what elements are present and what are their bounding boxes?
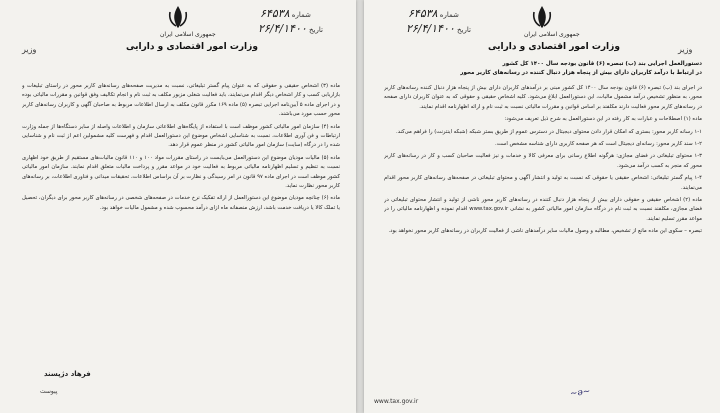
letter-date-label: تاریخ xyxy=(309,26,323,34)
paragraph: ماده (۲) اشخاص حقیقی و حقوقی دارای بیش از پنجاه هزار دنبال کننده در رسانه‌های کاربر محور ناشی از تولید و انتشار محتوای تبلیغاتی در فضای مجازی، مکلفند نسبت به ثبت نام در درگاه سازمان امور مالیاتی کشور به نشانی www.tax.gov.ir اقدام نموده و اظهارنامه مالیاتی را در مواعد مقرر تسلیم نمایند. xyxy=(384,197,702,222)
paragraph: ۱-۱ رسانه کاربر محور: بستری که امکان قرار دادن محتوای دیجیتال در دسترس عموم از طریق بستر شبکه (شبکه اینترنت) را فراهم می‌کند. xyxy=(396,128,702,135)
paragraph: ۱-۳ محتوای تبلیغاتی در فضای مجازی: هرگونه اطلاع رسانی برای معرفی کالا و خدمات و نیز فعالیت صاحبان کسب و کار در رسانه‌های کاربر محور که منجر به کسب درآمد می‌شود. xyxy=(384,153,702,169)
paragraph: ماده (۶) چنانچه مودیان موضوع این دستورالعمل از ارائه تفکیک نرخ خدمات در صفحه‌های شخصی در رسانه‌های کاربر محور برای دیگران، تحصیل یا تملک کالا یا دریافت خدمت باشد، ارزش منصفانه ماه ازای درآمد محسوب شده و مشمول مالیات خواهد بود. xyxy=(22,195,340,211)
letter-page-2 xyxy=(0,0,356,413)
paragraph: در اجرای بند (ب) تبصره (۶) قانون بودجه سال ۱۴۰۰ کل کشور مبنی بر درآمدهای کاربران دارای بیش از پنجاه هزار دنبال کننده رسانه‌های کاربر محور، به منظور تشخیص درآمد مشمول مالیات، این دستورالعمل ابلاغ می‌شود. کلیه اشخاص حقیقی و حقوقی که به عنوان کاربران دارای صفحه در رسانه‌های کاربر محور فعالیت دارند مکلفند بر اساس قوانین و مقررات مالیاتی نسبت به ثبت نام و ارائه اظهارنامه اقدام نمایند. xyxy=(384,85,702,110)
paragraph: ۱-۲ سند کاربر محور: رسانه‌ای دیجیتال است که هر صفحه کاربری دارای شناسه مشخص است. xyxy=(495,141,702,148)
paragraph: ماده (۱) اصطلاحات و عبارات به کار رفته در این دستورالعمل به شرح ذیل تعریف می‌شود: xyxy=(504,116,702,123)
letter-number-label: شماره xyxy=(291,11,311,19)
vazir-label: وزیر xyxy=(678,45,693,54)
letter-number-value: ۶۴۵۳۸ xyxy=(260,7,290,20)
letter-number xyxy=(408,7,459,20)
iran-emblem-icon xyxy=(531,4,553,30)
letter-number xyxy=(260,7,311,20)
iran-emblem-icon xyxy=(167,4,189,30)
ministry-subtitle: جمهوری اسلامی ایران xyxy=(160,31,216,38)
signature-name: فرهاد دژپسند xyxy=(44,370,91,378)
ministry-name: وزارت امور اقتصادی و دارایی xyxy=(488,42,620,52)
vazir-label: وزیر xyxy=(22,45,37,54)
letter-date-value: ۲۶/۴/۱۴۰۰ xyxy=(406,22,455,35)
ministry-subtitle: جمهوری اسلامی ایران xyxy=(524,31,580,38)
attachment-note: پیوست xyxy=(40,388,58,395)
letter-body-right xyxy=(384,84,702,394)
paragraph: ماده (۴) سازمان امور مالیاتی کشور موظف است با استفاده از پایگاه‌های اطلاعاتی سازمان و اطلاعات واصله از سایر دستگاه‌ها از جمله وزارت ارتباطات و فن آوری اطلاعات، نسبت به شناسایی اشخاص موضوع این دستورالعمل اقدام و فهرست کلیه مشمولین اعم از ثبت نام و شناسایی شده را در درگاه (سایت) سازمان امور مالیاتی کشور در منظر عموم قرار دهد. xyxy=(22,123,340,149)
ministry-name: وزارت امور اقتصادی و دارایی xyxy=(126,42,258,52)
paragraph: ۱-۴ پیام گستر تبلیغاتی: اشخاص حقیقی یا حقوقی که نسبت به تولید و انتشار آگهی و محتوای تبلیغاتی در صفحه‌های رسانه‌های کاربر محور اقدام می‌نمایند. xyxy=(384,175,702,191)
letter-date-value: ۲۶/۴/۱۴۰۰ xyxy=(258,22,307,35)
initials-stamp: ~ǝ~ xyxy=(569,386,592,400)
title-line: در ارتباط با درآمد کاربران دارای بیش از پنجاه هزار دنبال کننده در رسانه‌های کاربر محور xyxy=(460,70,702,76)
footer-link: www.tax.gov.ir xyxy=(374,398,419,405)
letter-number-value: ۶۴۵۳۸ xyxy=(408,7,438,20)
letter-body-left xyxy=(22,82,340,347)
document-title xyxy=(384,60,702,78)
letter-page-1 xyxy=(364,0,720,413)
paragraph: تبصره – سکوی این ماده مانع از تشخیص، مطالبه و وصول مالیات سایر درآمدهای ناشی از فعالیت کاربران در رسانه‌های کاربر محور نخواهد بود. xyxy=(388,228,702,235)
letter-number-label: شماره xyxy=(439,11,459,19)
title-line: دستورالعمل اجرایی بند (ب) تبصره (۶) قانون بودجه سال ۱۴۰۰ کل کشور xyxy=(502,61,702,67)
letter-date xyxy=(406,22,471,35)
paragraph: ماده (۵) مالیات مودیان موضوع این دستورالعمل می‌بایست در راستای مقررات مواد ۱۰۰ و ۱۱۰ قانون مالیات‌های مستقیم از طریق خود اظهاری نسبت به تنظیم و تسلیم اظهارنامه مالیاتی مربوط به فعالیت خود در مواعد مقرر و پرداخت مالیات متعلق اقدام نمایند. سازمان امور مالیاتی کشور موظف است در اجرای ماده ۹۷ قانون در امر رسیدگی و نظارت بر آن براساس اطلاعات، تحقیقات میدانی و فناوری اطلاعات، بر رسانه‌های کاربر محور نظارت نماید. xyxy=(22,154,340,190)
paragraph: ماده (۳) اشخاص حقیقی و حقوقی که به عنوان پیام گستر تبلیغاتی، نسبت به مدیریت صفحه‌های رسانه‌های کاربر محور در راستای تبلیغات و بازاریابی کسب و کار اشخاص دیگر اقدام می‌نمایند، باید فعالیت شغلی مزبور مکلف به ثبت نام و انجام تکالیف وفق قوانین و مقررات مالیاتی بوده و در اجرای ماده ۵ آیین‌نامه اجرایی تبصره (۵) ماده ۱۶۹ مکرر قانون مکلف به ارسال اطلاعات مربوط به صاحبان آگهی و کاربران رسانه‌های کاربر محور حسب مورد می‌باشند. xyxy=(22,83,340,118)
letter-date xyxy=(258,22,323,35)
letter-date-label: تاریخ xyxy=(457,26,471,34)
